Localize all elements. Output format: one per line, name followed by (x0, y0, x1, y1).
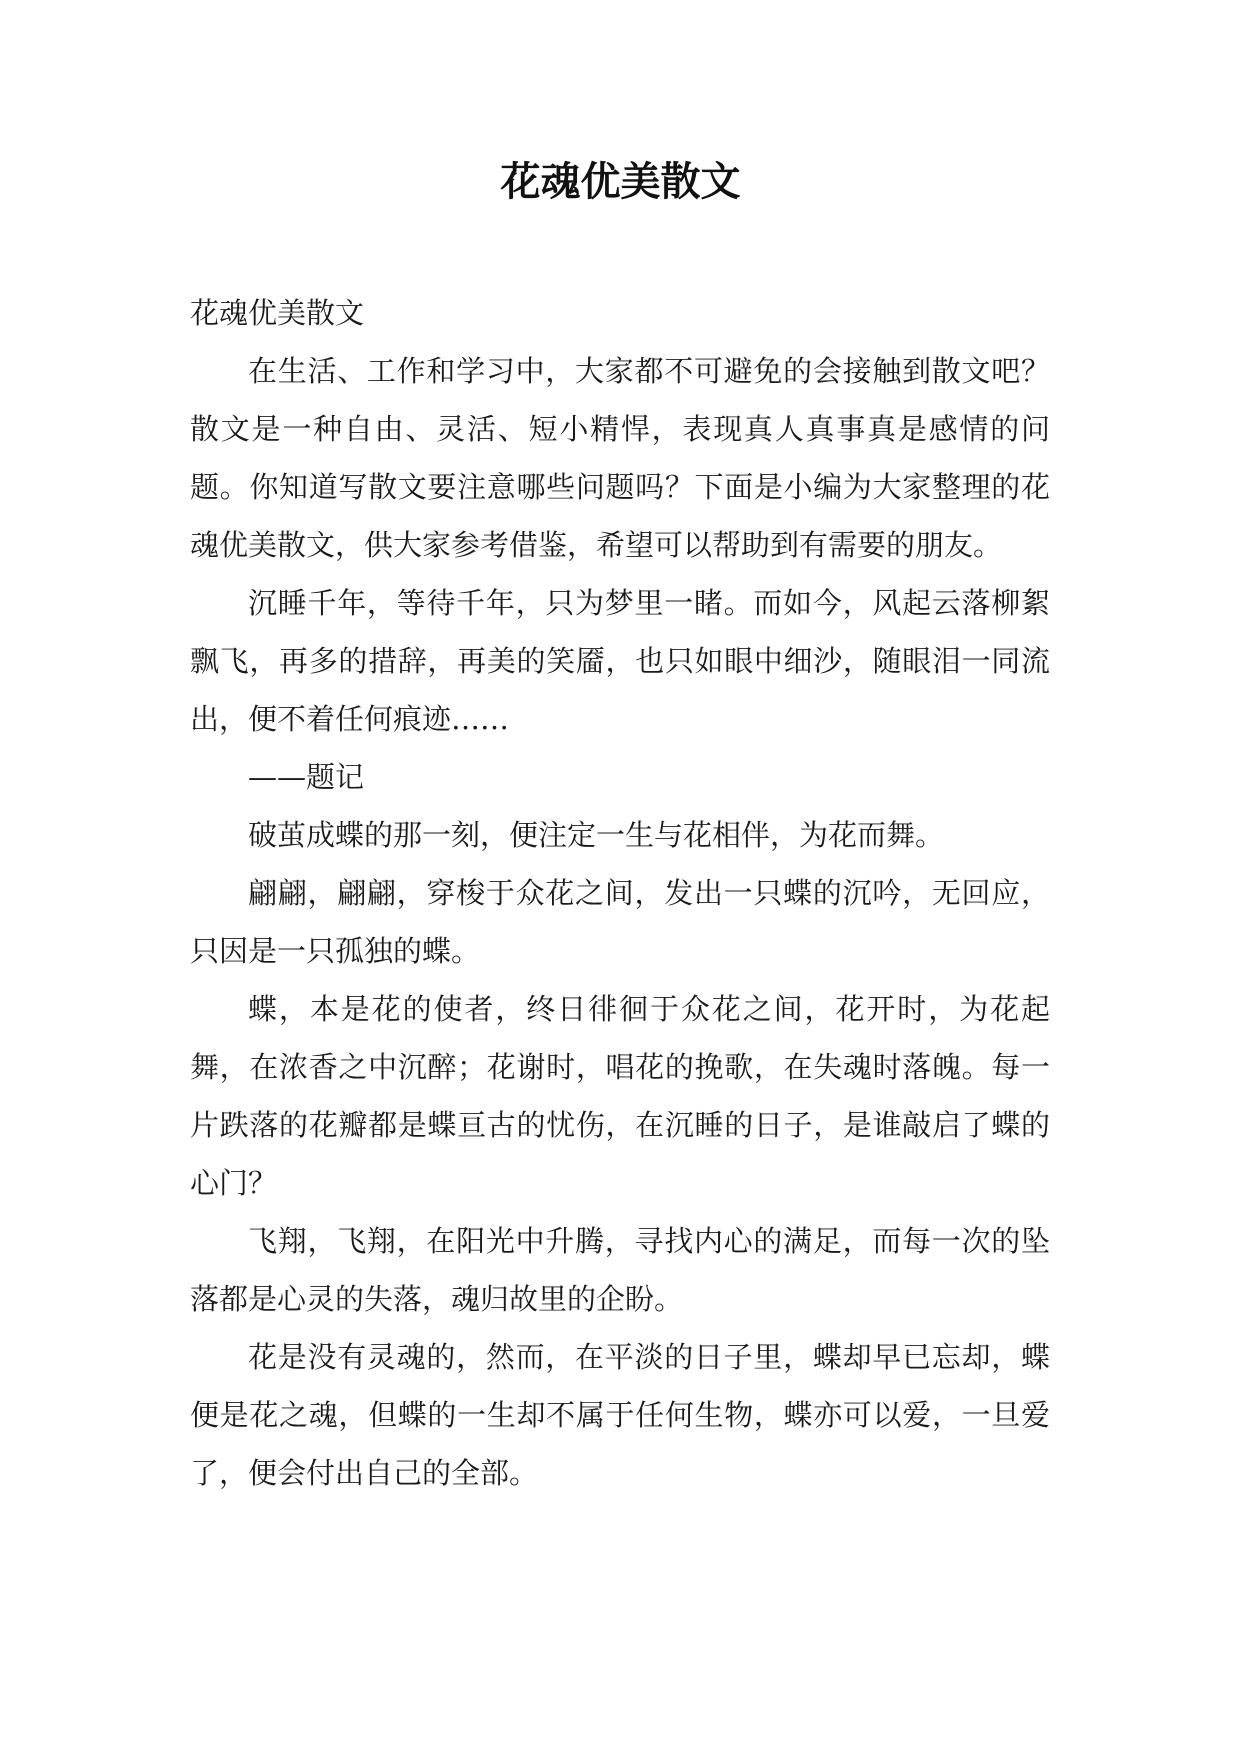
paragraph-subtitle: 花魂优美散文 (190, 296, 365, 330)
paragraph: 蝶，本是花的使者，终日徘徊于众花之间，花开时，为花起舞，在浓香之中沉醉；花谢时，唱花的挽歌，在失魂时落魄。每一片跌落的花瓣都是蝶亘古的忧伤，在沉睡的日子，是谁敲启了蝶的心门？ (190, 992, 1050, 1200)
paragraph: 花是没有灵魂的，然而，在平淡的日子里，蝶却早已忘却，蝶便是花之魂，但蝶的一生却不属于任何生物，蝶亦可以爱，一旦爱了，便会付出自己的全部。 (190, 1340, 1050, 1490)
paragraph: 破茧成蝶的那一刻，便注定一生与花相伴，为花而舞。 (248, 818, 945, 852)
paragraph-epigraph-attribution: ——题记 (248, 760, 365, 794)
paragraph: 飞翔，飞翔，在阳光中升腾，寻找内心的满足，而每一次的坠落都是心灵的失落，魂归故里的企盼。 (190, 1224, 1050, 1316)
paragraph: 翩翩，翩翩，穿梭于众花之间，发出一只蝶的沉吟，无回应，只因是一只孤独的蝶。 (190, 876, 1050, 968)
document-title: 花魂优美散文 (500, 158, 741, 205)
paragraph-epigraph: 沉睡千年，等待千年，只为梦里一睹。而如今，风起云落柳絮飘飞，再多的措辞，再美的笑靥，也只如眼中细沙，随眼泪一同流出，便不着任何痕迹…… (190, 586, 1050, 736)
paragraph-intro: 在生活、工作和学习中，大家都不可避免的会接触到散文吧？散文是一种自由、灵活、短小精悍，表现真人真事真是感情的问题。你知道写散文要注意哪些问题吗？下面是小编为大家整理的花魂优美散文，供大家参考借鉴，希望可以帮助到有需要的朋友。 (190, 354, 1050, 562)
document-body (190, 284, 1050, 1502)
